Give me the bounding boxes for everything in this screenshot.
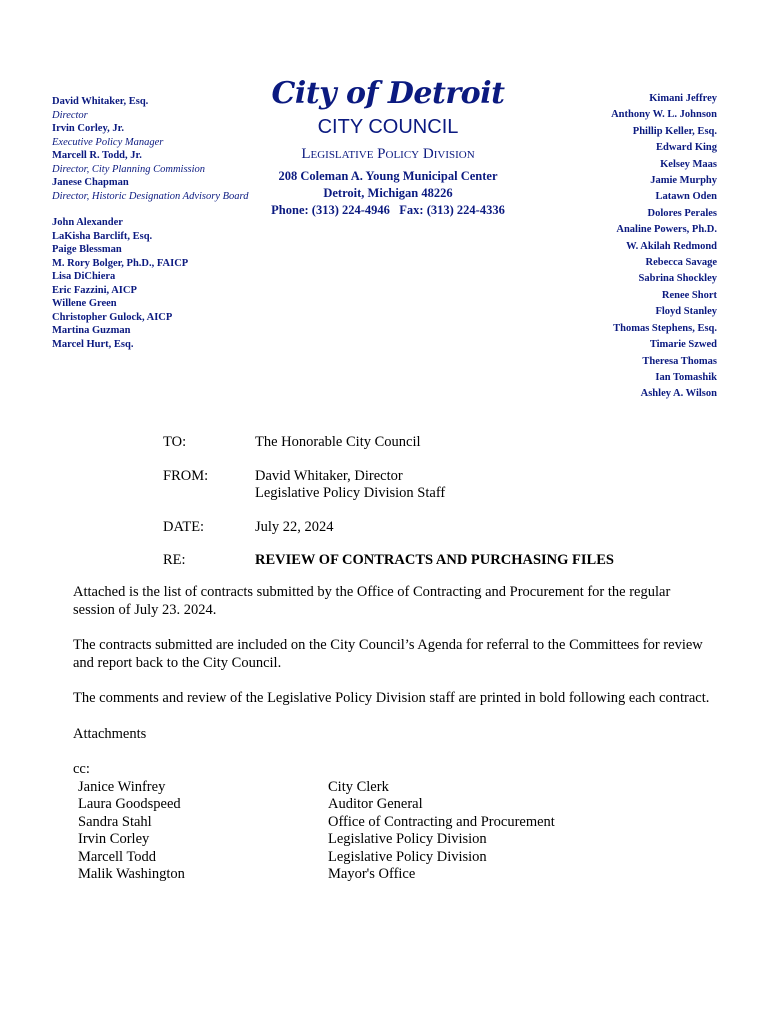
city-of-detroit-logo: City of Detroit	[271, 76, 505, 111]
staff-role: Director, Historic Designation Advisory Board	[52, 190, 249, 202]
staff-name: LaKisha Barclift, Esq.	[52, 230, 153, 242]
memo-date-row	[163, 519, 723, 537]
memo-header	[163, 434, 723, 586]
staff-name: Latawn Oden	[655, 191, 717, 203]
staff-name: Janese Chapman	[52, 177, 129, 188]
right-staff-column	[497, 91, 717, 403]
staff-name: David Whitaker, Esq.	[52, 96, 149, 107]
cc-office: Legislative Policy Division	[328, 831, 487, 847]
staff-name: Eric Fazzini, AICP	[52, 284, 137, 296]
phone-fax: Phone: (313) 224-4946 Fax: (313) 224-4336	[271, 203, 505, 217]
body-paragraph: The contracts submitted are included on the City Council’s Agenda for referral to the Committees for review and report back to the City Council.	[73, 637, 703, 671]
cc-name: Irvin Corley	[78, 831, 150, 847]
address-line-1: 208 Coleman A. Young Municipal Center	[278, 169, 498, 183]
staff-name: M. Rory Bolger, Ph.D., FAICP	[52, 257, 189, 269]
memo-date-label: DATE:	[163, 518, 205, 535]
staff-name: Lisa DiChiera	[52, 271, 116, 282]
staff-name: Timarie Szwed	[649, 339, 717, 351]
staff-name: Ian Tomashik	[655, 371, 717, 383]
memo-from-line-1: David Whitaker, Director	[255, 467, 403, 484]
staff-name: Irvin Corley, Jr.	[52, 123, 124, 134]
cc-name: Marcell Todd	[78, 848, 157, 865]
memo-to-label: TO:	[163, 434, 187, 450]
staff-name: Willene Green	[52, 298, 117, 309]
division-title: Legislative Policy Division	[301, 146, 475, 162]
attachments-label: Attachments	[73, 725, 147, 742]
staff-name: Anthony W. L. Johnson	[611, 109, 717, 121]
staff-name: Thomas Stephens, Esq.	[613, 322, 717, 334]
memo-re-row	[163, 552, 723, 570]
left-staff-column	[52, 95, 252, 351]
memo-re-label: RE:	[163, 552, 186, 568]
memo-from-line-2: Legislative Policy Division Staff	[255, 485, 446, 501]
cc-name: Janice Winfrey	[78, 778, 166, 795]
staff-role: Director, City Planning Commission	[52, 163, 206, 175]
staff-name: John Alexander	[52, 217, 123, 228]
cc-list	[78, 779, 713, 884]
staff-name: Ashley A. Wilson	[640, 388, 717, 400]
cc-name: Laura Goodspeed	[78, 796, 181, 812]
cc-label: cc:	[73, 761, 90, 777]
cc-name: Sandra Stahl	[78, 813, 152, 830]
cc-office: Office of Contracting and Procurement	[328, 813, 555, 830]
letterhead	[248, 76, 528, 219]
staff-name: Paige Blessman	[52, 244, 122, 255]
staff-role: Executive Policy Manager	[52, 136, 164, 148]
staff-name: Phillip Keller, Esq.	[632, 125, 717, 137]
staff-name: Kelsey Maas	[660, 158, 717, 170]
staff-name: Renee Short	[661, 289, 717, 301]
staff-name: Floyd Stanley	[655, 306, 717, 318]
memo-re-value: REVIEW OF CONTRACTS AND PURCHASING FILES	[255, 552, 614, 568]
staff-name: Theresa Thomas	[642, 355, 717, 367]
cc-block	[73, 761, 713, 884]
memo-body	[73, 584, 713, 884]
memo-from-row	[163, 468, 723, 503]
staff-name: W. Akilah Redmond	[626, 240, 717, 252]
staff-name: Dolores Perales	[647, 207, 717, 219]
memo-from-label: FROM:	[163, 467, 209, 484]
cc-office: City Clerk	[328, 778, 389, 795]
staff-name: Marcel Hurt, Esq.	[52, 338, 134, 350]
staff-name: Edward King	[656, 142, 717, 154]
cc-office: Legislative Policy Division	[328, 848, 487, 865]
council-title: CITY COUNCIL	[317, 116, 459, 138]
staff-name: Marcell R. Todd, Jr.	[52, 150, 142, 161]
staff-name: Rebecca Savage	[645, 257, 717, 269]
cc-office: Mayor's Office	[328, 866, 416, 882]
staff-name: Sabrina Shockley	[638, 273, 717, 285]
memo-from-value	[255, 468, 723, 503]
memo-to-row	[163, 434, 723, 452]
cc-office: Auditor General	[328, 796, 423, 812]
staff-name: Martina Guzman	[52, 325, 131, 336]
staff-name: Kimani Jeffrey	[649, 93, 717, 104]
staff-name: Christopher Gulock, AICP	[52, 311, 173, 323]
staff-role: Director	[52, 109, 88, 121]
address-line-2: Detroit, Michigan 48226	[323, 186, 453, 200]
body-paragraph: Attached is the list of contracts submitted by the Office of Contracting and Procurement for the regular session of July 23. 2024.	[73, 584, 671, 618]
staff-name: Analine Powers, Ph.D.	[616, 224, 717, 236]
memo-date-value: July 22, 2024	[255, 518, 334, 535]
cc-name: Malik Washington	[78, 866, 185, 882]
memo-to-value: The Honorable City Council	[255, 434, 421, 450]
staff-name: Jamie Murphy	[650, 175, 717, 187]
body-paragraph: The comments and review of the Legislative Policy Division staff are printed in bold following each contract.	[73, 690, 710, 706]
